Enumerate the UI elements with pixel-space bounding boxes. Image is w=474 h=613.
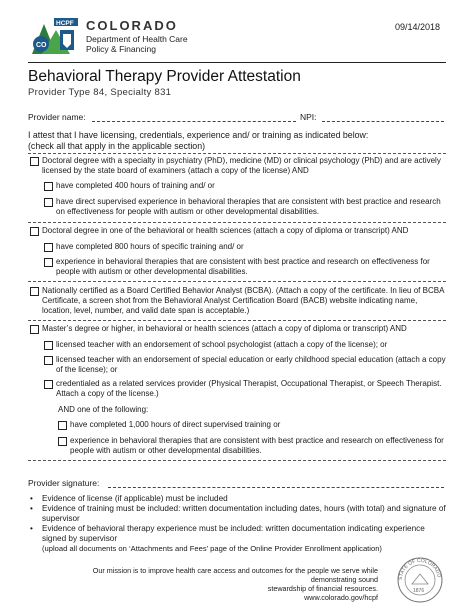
section-3-text: Nationally certified as a Board Certified Behavior Analyst (BCBA). (Attach a copy of the certificate. In lieu of BCBA Certificate, a screen shot from the Behavioral Analyst Certification Board (BACB) website indicating name, location, level, number, and valid date span is acceptable.) bbox=[42, 286, 444, 315]
section-3-option bbox=[30, 286, 446, 316]
bullet-icon: • bbox=[30, 524, 33, 533]
requirement-item bbox=[30, 524, 446, 544]
npi-label: NPI: bbox=[300, 112, 317, 122]
bullet-icon: • bbox=[30, 494, 33, 503]
section-4-text: Master’s degree or higher, in behavioral or health sciences (attach a copy of diploma or transcript) AND bbox=[42, 324, 407, 333]
mission-statement bbox=[78, 566, 378, 602]
brand-name: COLORADO bbox=[86, 18, 178, 33]
section-2-sub-2 bbox=[44, 257, 446, 277]
section-4-sub-3 bbox=[44, 379, 446, 399]
section-1-sub-1 bbox=[44, 181, 446, 191]
hcpf-logo bbox=[30, 18, 80, 56]
page-subtitle: Provider Type 84, Specialty 831 bbox=[28, 87, 172, 98]
department-name bbox=[86, 34, 188, 54]
section-2-sub-1-checkbox[interactable] bbox=[44, 243, 53, 252]
section-4-and-label: AND one of the following: bbox=[58, 405, 149, 414]
section-2-checkbox[interactable] bbox=[30, 227, 39, 236]
section-4-sub2-2-checkbox[interactable] bbox=[58, 437, 67, 446]
provider-name-label: Provider name: bbox=[28, 112, 86, 122]
section-1-checkbox[interactable] bbox=[30, 157, 39, 166]
section-4-sub2-1-text: have completed 1,000 hours of direct supervised training or bbox=[70, 420, 281, 429]
section-4-sub2-2-text: experience in behavioral therapies that are consistent with best practice and research on effectiveness for people with autism or other developmental disabilities. bbox=[70, 436, 444, 455]
seal-year: 1876 bbox=[413, 588, 425, 594]
section-4-sub-1-checkbox[interactable] bbox=[44, 341, 53, 350]
section-4-sub-1 bbox=[44, 340, 446, 350]
section-1-sub-1-checkbox[interactable] bbox=[44, 182, 53, 191]
section-1-sub-2-checkbox[interactable] bbox=[44, 198, 53, 207]
requirement-item bbox=[30, 504, 446, 524]
section-divider bbox=[28, 320, 446, 321]
requirement-text: Evidence of license (if applicable) must be included bbox=[42, 494, 228, 503]
section-2-sub-1-text: have completed 800 hours of specific training and/ or bbox=[56, 242, 244, 251]
document-date: 09/14/2018 bbox=[394, 22, 440, 32]
dept-line-2: Policy & Financing bbox=[86, 44, 156, 54]
section-3-checkbox[interactable] bbox=[30, 287, 39, 296]
logo-co-text: CO bbox=[36, 42, 47, 49]
requirements-list bbox=[30, 494, 446, 554]
section-1-sub-2-text: have direct supervised experience in behavioral therapies that are consistent with best practice and research on effectiveness for people with autism or other developmental disabilities. bbox=[56, 197, 441, 216]
upload-note: (upload all documents on ‘Attachments and Fees’ page of the Online Provider Enrollment application) bbox=[42, 544, 382, 553]
header-rule bbox=[28, 62, 446, 63]
section-4-sub-3-text: credentialed as a related services provider (Physical Therapist, Occupational Therapist, or Speech Therapist. Attach a copy of the license.) bbox=[56, 379, 442, 398]
requirement-text: Evidence of behavioral therapy experience must be included: written documentation indicating experience signed by supervisor bbox=[42, 524, 425, 543]
section-4-sub-2-text: licensed teacher with an endorsement of special education or early childhood special education (attach a copy of the license); or bbox=[56, 355, 446, 374]
section-4-sub2-1-checkbox[interactable] bbox=[58, 421, 67, 430]
bullet-icon: • bbox=[30, 504, 33, 513]
section-2-text: Doctoral degree in one of the behavioral or health sciences (attach a copy of diploma or transcript) AND bbox=[42, 226, 409, 235]
page-title: Behavioral Therapy Provider Attestation bbox=[28, 68, 301, 85]
section-2-option bbox=[30, 226, 446, 236]
signature-label: Provider signature: bbox=[28, 478, 100, 488]
section-1-sub-1-text: have completed 400 hours of training and/ or bbox=[56, 181, 215, 190]
section-divider bbox=[28, 460, 446, 461]
dept-line-1: Department of Health Care bbox=[86, 34, 188, 44]
section-1-sub-2 bbox=[44, 197, 446, 217]
seal-text: STATE OF COLORADO bbox=[397, 557, 442, 581]
logo-hcpf-text: HCPF bbox=[56, 20, 74, 27]
section-4-sub-3-checkbox[interactable] bbox=[44, 380, 53, 389]
section-1-text: Doctoral degree with a specialty in psychiatry (PhD), medicine (MD) or clinical psychology (PhD) and are actively licensed by the state board of examiners (attach a copy of the license) AND bbox=[42, 156, 441, 175]
section-4-sub2-2 bbox=[58, 436, 446, 456]
section-4-sub-2 bbox=[44, 355, 446, 375]
attest-hint: (check all that apply in the applicable section) bbox=[28, 141, 206, 151]
mission-line-1: Our mission is to improve health care access and outcomes for the people we serve while demonstrating sound bbox=[92, 566, 378, 584]
requirement-item bbox=[30, 494, 446, 504]
state-seal-icon bbox=[396, 556, 444, 604]
npi-field[interactable] bbox=[322, 121, 444, 122]
section-divider bbox=[28, 222, 446, 223]
mission-line-2: stewardship of financial resources. bbox=[267, 584, 378, 593]
provider-name-field[interactable] bbox=[92, 121, 296, 122]
section-2-sub-2-checkbox[interactable] bbox=[44, 258, 53, 267]
section-4-sub2-1 bbox=[58, 420, 446, 430]
section-divider bbox=[28, 153, 446, 154]
section-1-option bbox=[30, 156, 446, 176]
signature-field[interactable] bbox=[108, 487, 444, 488]
section-4-sub-1-text: licensed teacher with an endorsement of school psychologist (attach a copy of the license); or bbox=[56, 340, 388, 349]
section-2-sub-1 bbox=[44, 242, 446, 252]
section-divider bbox=[28, 281, 446, 282]
attest-intro bbox=[28, 130, 448, 152]
section-4-option bbox=[30, 324, 446, 334]
requirement-text: Evidence of training must be included: written documentation including dates, hours (with total) and signature of supervisor bbox=[42, 504, 446, 523]
section-4-sub-2-checkbox[interactable] bbox=[44, 356, 53, 365]
footer-url[interactable]: www.colorado.gov/hcpf bbox=[304, 593, 378, 602]
attest-statement: I attest that I have licensing, credentials, experience and/ or training as indicated below: bbox=[28, 130, 369, 140]
section-4-checkbox[interactable] bbox=[30, 325, 39, 334]
section-2-sub-2-text: experience in behavioral therapies that are consistent with best practice and research on effectiveness for people with autism or other developmental disabilities. bbox=[56, 257, 430, 276]
